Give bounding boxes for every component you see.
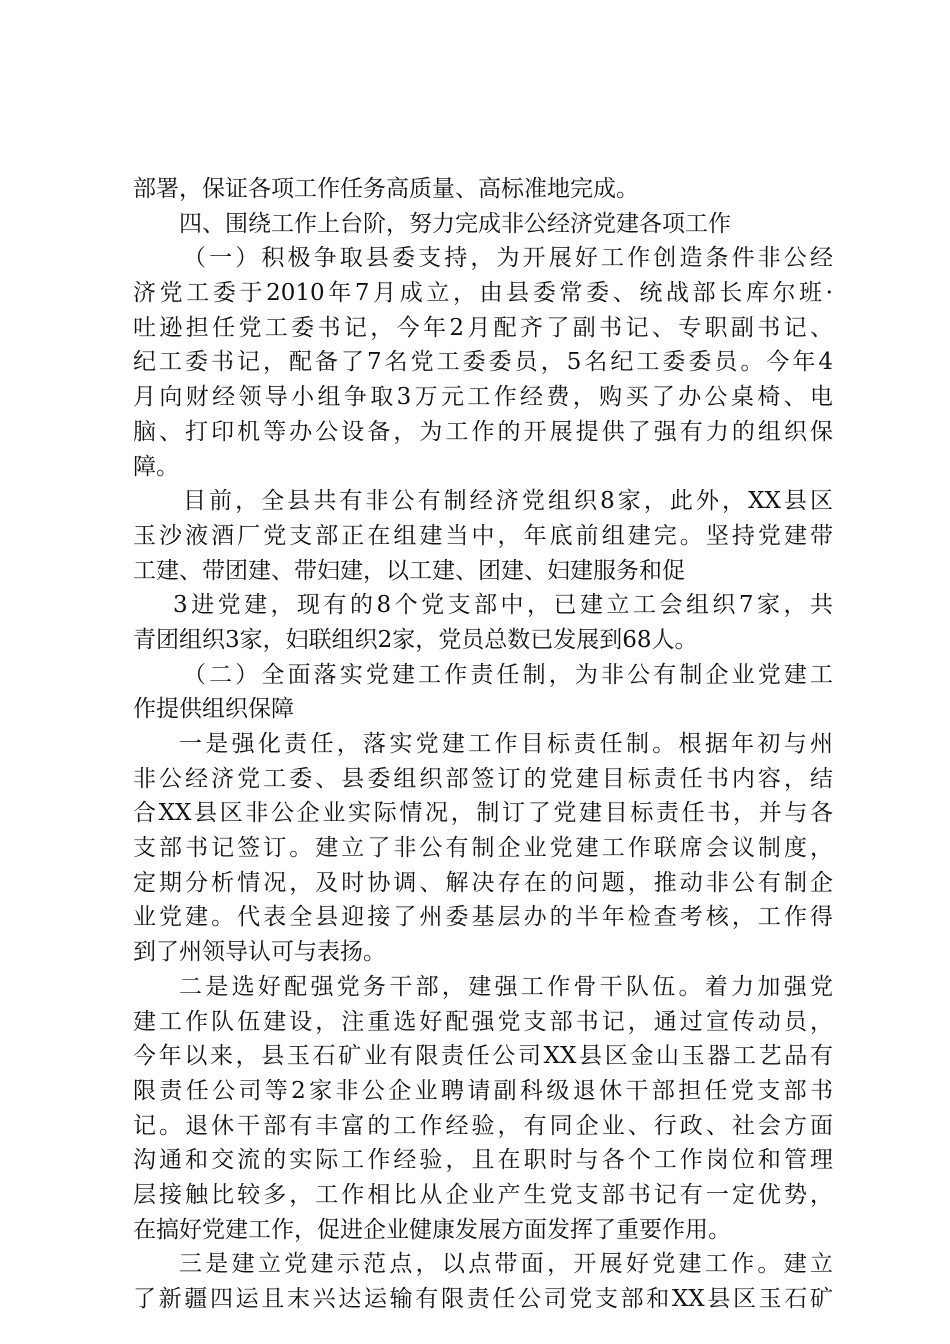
text-line: 记。退休干部有丰富的工作经验，有同企业、行政、社会方面 [133,1112,833,1139]
text-line: 在搞好党建工作，促进企业健康发展方面发挥了重要作用。 [133,1216,731,1243]
text-line: 作提供组织保障 [133,696,294,723]
text-line: 青团组织3家，妇联组织2家，党员总数已发展到68人。 [133,626,698,653]
text-line: 部署，保证各项工作任务高质量、高标准地完成。 [133,176,639,202]
text-line: 合XX县区非公企业实际情况，制订了党建目标责任书，并与各 [133,800,833,827]
text-line: 非公经济党工委、县委组织部签订的党建目标责任书内容，结 [133,765,833,792]
text-line: 纪工委书记，配备了7名党工委委员，5名纪工委委员。今年4 [133,349,833,376]
text-line: 层接触比较多，工作相比从企业产生党支部书记有一定优势， [133,1181,833,1208]
text-line: 三是建立党建示范点，以点带面，开展好党建工作。建立 [179,1251,833,1278]
text-line: 定期分析情况，及时协调、解决存在的问题，推动非公有制企 [133,869,833,896]
text-line: 建工作队伍建设，注重选好配强党支部书记，通过宣传动员， [133,1008,833,1035]
text-line: 到了州领导认可与表扬。 [133,939,386,966]
text-line: 支部书记签订。建立了非公有制企业党建工作联席会议制度， [133,835,833,862]
text-line: 限责任公司等2家非公企业聘请副科级退休干部担任党支部书 [133,1077,833,1104]
text-line: 玉沙液酒厂党支部正在组建当中，年底前组建完。坚持党建带 [133,522,833,549]
text-line: 今年以来，县玉石矿业有限责任公司XX县区金山玉器工艺品有 [133,1043,833,1070]
text-line: 了新疆四运且末兴达运输有限责任公司党支部和XX县区玉石矿 [133,1286,833,1312]
text-line: 3进党建，现有的8个党支部中，已建立工会组织7家，共 [173,592,833,619]
text-line: 目前，全县共有非公有制经济党组织8家，此外，XX县区 [183,488,833,515]
text-line: 济党工委于2010年7月成立，由县委常委、统战部长库尔班· [133,280,833,307]
text-line: 月向财经领导小组争取3万元工作经费，购买了办公桌椅、电 [133,384,833,411]
text-line: 业党建。代表全县迎接了州委基层办的半年检查考核，工作得 [133,904,833,931]
text-line: 工建、带团建、带妇建，以工建、团建、妇建服务和促 [133,557,685,584]
text-line: 障。 [133,453,179,480]
text-line: 脑、打印机等办公设备，为工作的开展提供了强有力的组织保 [133,418,833,445]
text-line: （二）全面落实党建工作责任制，为非公有制企业党建工 [183,661,833,688]
text-line: （一）积极争取县委支持，为开展好工作创造条件非公经 [183,245,833,272]
text-line: 吐逊担任党工委书记，今年2月配齐了副书记、专职副书记、 [133,314,833,341]
text-line: 二是选好配强党务干部，建强工作骨干队伍。着力加强党 [179,973,833,1000]
text-line: 沟通和交流的实际工作经验，且在职时与各个工作岗位和管理 [133,1147,833,1174]
text-line: 四、围绕工作上台阶，努力完成非公经济党建各项工作 [179,210,731,237]
document-body [133,172,833,1317]
text-line: 一是强化责任，落实党建工作目标责任制。根据年初与州 [179,731,833,757]
